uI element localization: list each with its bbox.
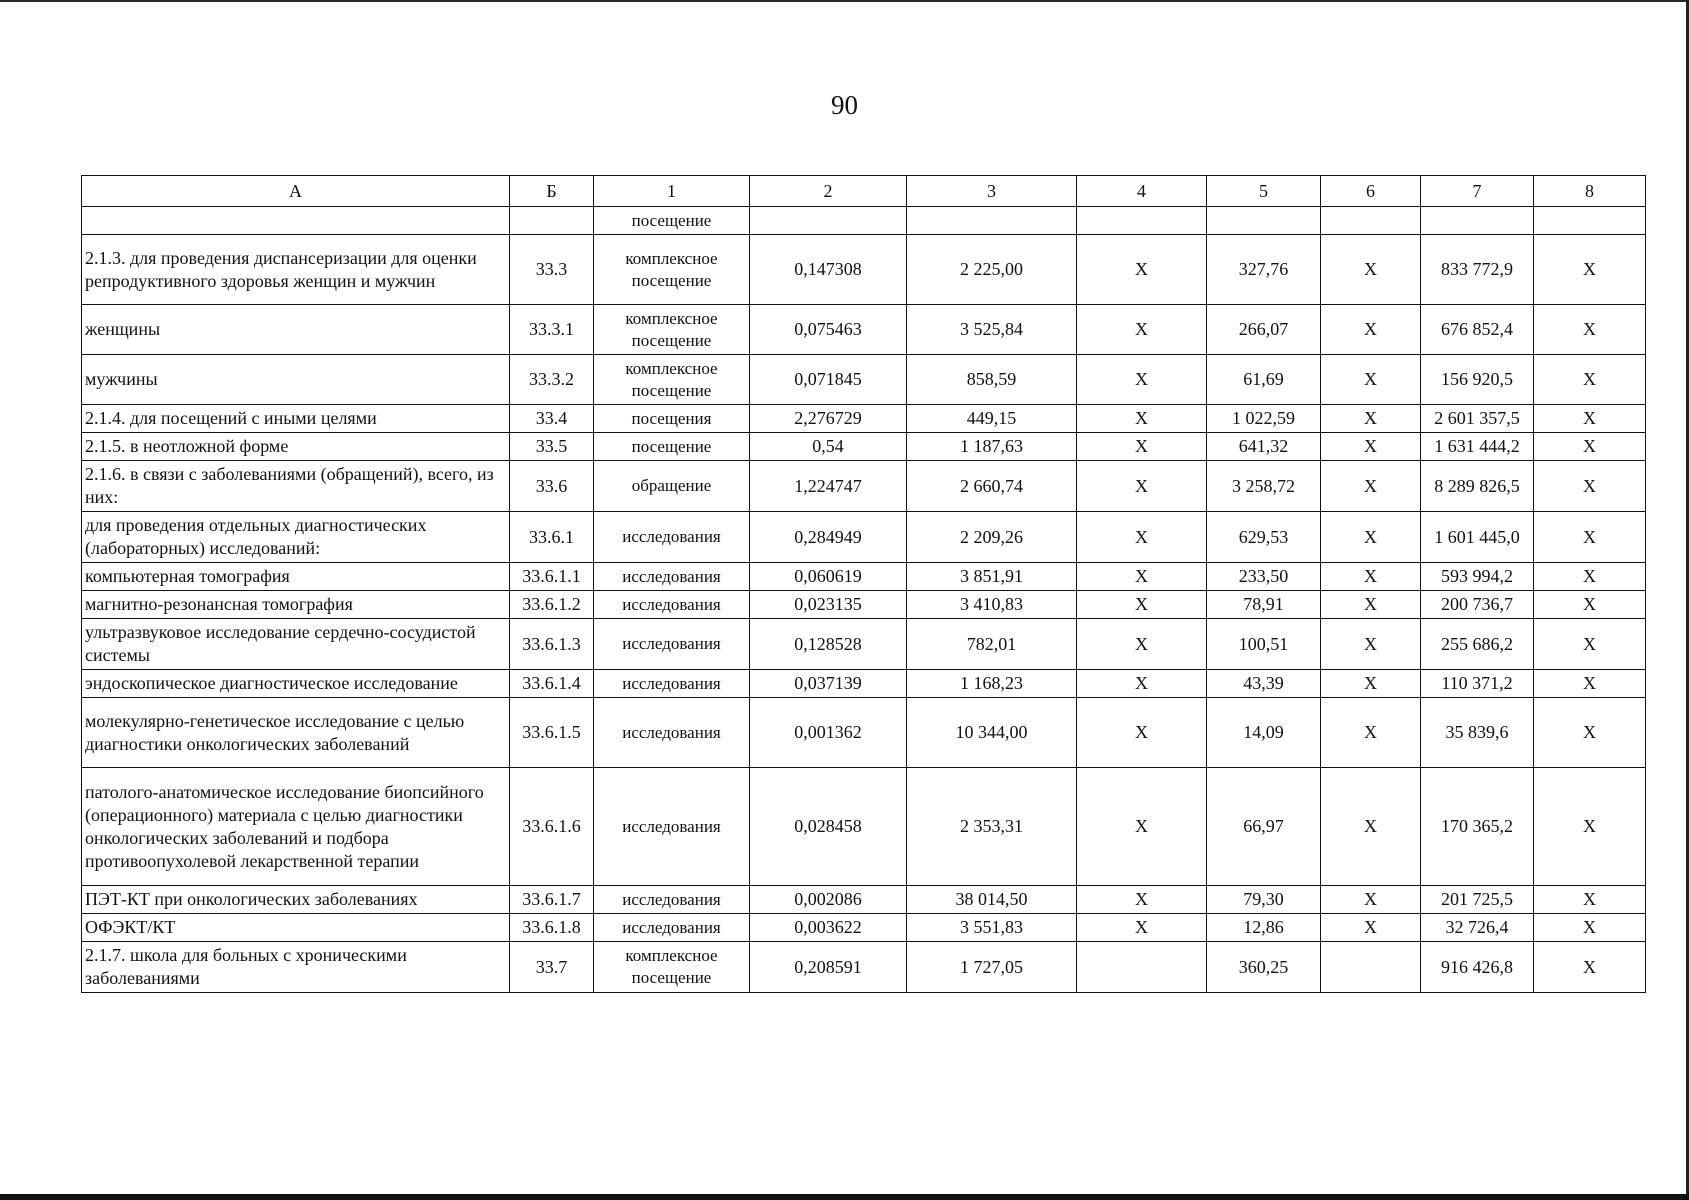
row-name: 2.1.6. в связи с заболеваниями (обращений), всего, из них: [82,461,510,512]
row-code: 33.6.1 [510,512,594,563]
cell-col-6: Х [1321,512,1421,563]
cell-col-5: 327,76 [1207,235,1321,305]
row-unit: комплексное посещение [594,305,750,355]
row-code [510,207,594,235]
cell-col-6 [1321,942,1421,993]
column-header: 3 [907,176,1077,207]
row-code: 33.6.1.4 [510,670,594,698]
cell-col-5: 629,53 [1207,512,1321,563]
table-row [82,670,1646,698]
table-row [82,433,1646,461]
row-code: 33.6.1.6 [510,768,594,886]
row-code: 33.6.1.3 [510,619,594,670]
row-code: 33.6.1.2 [510,591,594,619]
table-row [82,461,1646,512]
row-name: 2.1.3. для проведения диспансеризации для оценки репродуктивного здоровья женщин и мужчин [82,235,510,305]
row-unit: комплексное посещение [594,942,750,993]
row-code: 33.3 [510,235,594,305]
row-code: 33.3.1 [510,305,594,355]
cell-col-7: 156 920,5 [1421,355,1534,405]
row-name: молекулярно-генетическое исследование с целью диагностики онкологических заболеваний [82,698,510,768]
cell-col-3: 2 353,31 [907,768,1077,886]
row-unit: посещение [594,207,750,235]
cell-col-2: 0,075463 [750,305,907,355]
table-row [82,942,1646,993]
cell-col-3: 3 525,84 [907,305,1077,355]
cell-col-3: 1 168,23 [907,670,1077,698]
table-row [82,886,1646,914]
cell-col-3: 3 410,83 [907,591,1077,619]
row-name: 2.1.7. школа для больных с хроническими заболеваниями [82,942,510,993]
cell-col-8: Х [1534,670,1646,698]
table-header-row [82,176,1646,207]
column-header: А [82,176,510,207]
cell-col-4: Х [1077,235,1207,305]
row-unit: обращение [594,461,750,512]
cell-col-4: Х [1077,698,1207,768]
cell-col-3: 449,15 [907,405,1077,433]
cell-col-2: 0,003622 [750,914,907,942]
row-unit: комплексное посещение [594,355,750,405]
cell-col-2: 0,284949 [750,512,907,563]
cell-col-2 [750,207,907,235]
cell-col-5 [1207,207,1321,235]
cell-col-3: 2 660,74 [907,461,1077,512]
cell-col-7: 35 839,6 [1421,698,1534,768]
cell-col-5: 43,39 [1207,670,1321,698]
cell-col-8: Х [1534,512,1646,563]
row-name: 2.1.4. для посещений с иными целями [82,405,510,433]
row-code: 33.3.2 [510,355,594,405]
cell-col-6: Х [1321,591,1421,619]
cell-col-8: Х [1534,405,1646,433]
column-header: 2 [750,176,907,207]
cell-col-2: 0,023135 [750,591,907,619]
cell-col-8: Х [1534,461,1646,512]
cell-col-6: Х [1321,235,1421,305]
cell-col-5: 360,25 [1207,942,1321,993]
cell-col-8: Х [1534,698,1646,768]
cell-col-7: 110 371,2 [1421,670,1534,698]
cell-col-3: 1 727,05 [907,942,1077,993]
cell-col-3: 2 209,26 [907,512,1077,563]
cell-col-3: 2 225,00 [907,235,1077,305]
scan-edge-bottom [0,1194,1689,1200]
cell-col-3: 858,59 [907,355,1077,405]
cell-col-2: 1,224747 [750,461,907,512]
cell-col-3: 3 551,83 [907,914,1077,942]
cell-col-5: 100,51 [1207,619,1321,670]
row-unit: исследования [594,619,750,670]
cell-col-4: Х [1077,768,1207,886]
cell-col-3: 38 014,50 [907,886,1077,914]
table-row [82,914,1646,942]
cell-col-4: Х [1077,563,1207,591]
cell-col-6: Х [1321,563,1421,591]
cell-col-6: Х [1321,355,1421,405]
table-row [82,768,1646,886]
cell-col-5: 14,09 [1207,698,1321,768]
row-name: эндоскопическое диагностическое исследование [82,670,510,698]
cell-col-7: 916 426,8 [1421,942,1534,993]
row-unit: исследования [594,698,750,768]
cell-col-6: Х [1321,619,1421,670]
cell-col-3: 10 344,00 [907,698,1077,768]
row-code: 33.6.1.1 [510,563,594,591]
row-name: для проведения отдельных диагностических (лабораторных) исследований: [82,512,510,563]
row-name: женщины [82,305,510,355]
column-header: 4 [1077,176,1207,207]
table-row [82,698,1646,768]
column-header: 6 [1321,176,1421,207]
cell-col-7: 32 726,4 [1421,914,1534,942]
row-unit: исследования [594,914,750,942]
cell-col-8: Х [1534,235,1646,305]
row-name [82,207,510,235]
row-unit: исследования [594,886,750,914]
cell-col-4: Х [1077,355,1207,405]
cell-col-5: 66,97 [1207,768,1321,886]
row-unit: исследования [594,512,750,563]
cell-col-5: 12,86 [1207,914,1321,942]
cell-col-8: Х [1534,563,1646,591]
row-unit: посещение [594,433,750,461]
cell-col-7: 1 631 444,2 [1421,433,1534,461]
cell-col-7: 593 994,2 [1421,563,1534,591]
cell-col-4: Х [1077,670,1207,698]
cell-col-2: 0,147308 [750,235,907,305]
cell-col-8 [1534,207,1646,235]
cell-col-7: 200 736,7 [1421,591,1534,619]
row-name: ОФЭКТ/КТ [82,914,510,942]
cell-col-2: 0,060619 [750,563,907,591]
row-code: 33.6 [510,461,594,512]
cell-col-2: 0,071845 [750,355,907,405]
cell-col-6: Х [1321,405,1421,433]
row-unit: исследования [594,670,750,698]
table-row [82,207,1646,235]
cell-col-8: Х [1534,768,1646,886]
cell-col-3: 3 851,91 [907,563,1077,591]
cell-col-2: 0,54 [750,433,907,461]
cell-col-6: Х [1321,886,1421,914]
table-row [82,405,1646,433]
row-code: 33.4 [510,405,594,433]
cell-col-7 [1421,207,1534,235]
column-header: 8 [1534,176,1646,207]
cell-col-2: 0,002086 [750,886,907,914]
cell-col-6: Х [1321,305,1421,355]
column-header: 5 [1207,176,1321,207]
data-table [81,175,1646,993]
cell-col-4 [1077,942,1207,993]
cell-col-6: Х [1321,768,1421,886]
column-header: 7 [1421,176,1534,207]
cell-col-8: Х [1534,914,1646,942]
row-code: 33.6.1.7 [510,886,594,914]
row-unit: комплексное посещение [594,235,750,305]
row-unit: исследования [594,768,750,886]
cell-col-8: Х [1534,433,1646,461]
cell-col-4: Х [1077,433,1207,461]
cell-col-8: Х [1534,305,1646,355]
table-row [82,305,1646,355]
cell-col-5: 233,50 [1207,563,1321,591]
cell-col-8: Х [1534,355,1646,405]
table-row [82,619,1646,670]
row-name: мужчины [82,355,510,405]
cell-col-8: Х [1534,619,1646,670]
row-code: 33.5 [510,433,594,461]
cell-col-5: 3 258,72 [1207,461,1321,512]
cell-col-7: 1 601 445,0 [1421,512,1534,563]
table-row [82,591,1646,619]
cell-col-2: 0,001362 [750,698,907,768]
cell-col-7: 255 686,2 [1421,619,1534,670]
cell-col-2: 2,276729 [750,405,907,433]
row-name: ультразвуковое исследование сердечно-сосудистой системы [82,619,510,670]
cell-col-6 [1321,207,1421,235]
cell-col-7: 2 601 357,5 [1421,405,1534,433]
row-name: компьютерная томография [82,563,510,591]
table-body [82,207,1646,993]
cell-col-8: Х [1534,942,1646,993]
cell-col-4: Х [1077,305,1207,355]
cell-col-6: Х [1321,433,1421,461]
cell-col-2: 0,028458 [750,768,907,886]
cell-col-5: 61,69 [1207,355,1321,405]
cell-col-5: 266,07 [1207,305,1321,355]
cell-col-6: Х [1321,461,1421,512]
cell-col-3 [907,207,1077,235]
cell-col-4: Х [1077,886,1207,914]
cell-col-6: Х [1321,698,1421,768]
cell-col-3: 1 187,63 [907,433,1077,461]
row-code: 33.6.1.5 [510,698,594,768]
table-row [82,563,1646,591]
row-name: патолого-анатомическое исследование биопсийного (операционного) материала с целью диагностики онкологических заболеваний и подбора противоопухолевой лекарственной терапии [82,768,510,886]
cell-col-8: Х [1534,886,1646,914]
row-unit: исследования [594,591,750,619]
table-row [82,355,1646,405]
cell-col-4: Х [1077,405,1207,433]
cell-col-7: 170 365,2 [1421,768,1534,886]
row-unit: исследования [594,563,750,591]
table-row [82,235,1646,305]
row-unit: посещения [594,405,750,433]
cell-col-2: 0,037139 [750,670,907,698]
cell-col-4: Х [1077,591,1207,619]
cell-col-8: Х [1534,591,1646,619]
column-header: 1 [594,176,750,207]
cell-col-4 [1077,207,1207,235]
cell-col-7: 201 725,5 [1421,886,1534,914]
row-code: 33.7 [510,942,594,993]
cell-col-2: 0,208591 [750,942,907,993]
row-code: 33.6.1.8 [510,914,594,942]
cell-col-5: 1 022,59 [1207,405,1321,433]
cell-col-4: Х [1077,619,1207,670]
cell-col-7: 676 852,4 [1421,305,1534,355]
cell-col-3: 782,01 [907,619,1077,670]
column-header: Б [510,176,594,207]
page-number: 90 [831,90,858,120]
cell-col-4: Х [1077,461,1207,512]
cell-col-4: Х [1077,914,1207,942]
cell-col-5: 78,91 [1207,591,1321,619]
cell-col-6: Х [1321,670,1421,698]
row-name: магнитно-резонансная томография [82,591,510,619]
scan-edge-top [0,0,1689,2]
cell-col-7: 8 289 826,5 [1421,461,1534,512]
cell-col-7: 833 772,9 [1421,235,1534,305]
cell-col-6: Х [1321,914,1421,942]
row-name: 2.1.5. в неотложной форме [82,433,510,461]
table-row [82,512,1646,563]
cell-col-4: Х [1077,512,1207,563]
cell-col-5: 79,30 [1207,886,1321,914]
cell-col-5: 641,32 [1207,433,1321,461]
cell-col-2: 0,128528 [750,619,907,670]
row-name: ПЭТ-КТ при онкологических заболеваниях [82,886,510,914]
